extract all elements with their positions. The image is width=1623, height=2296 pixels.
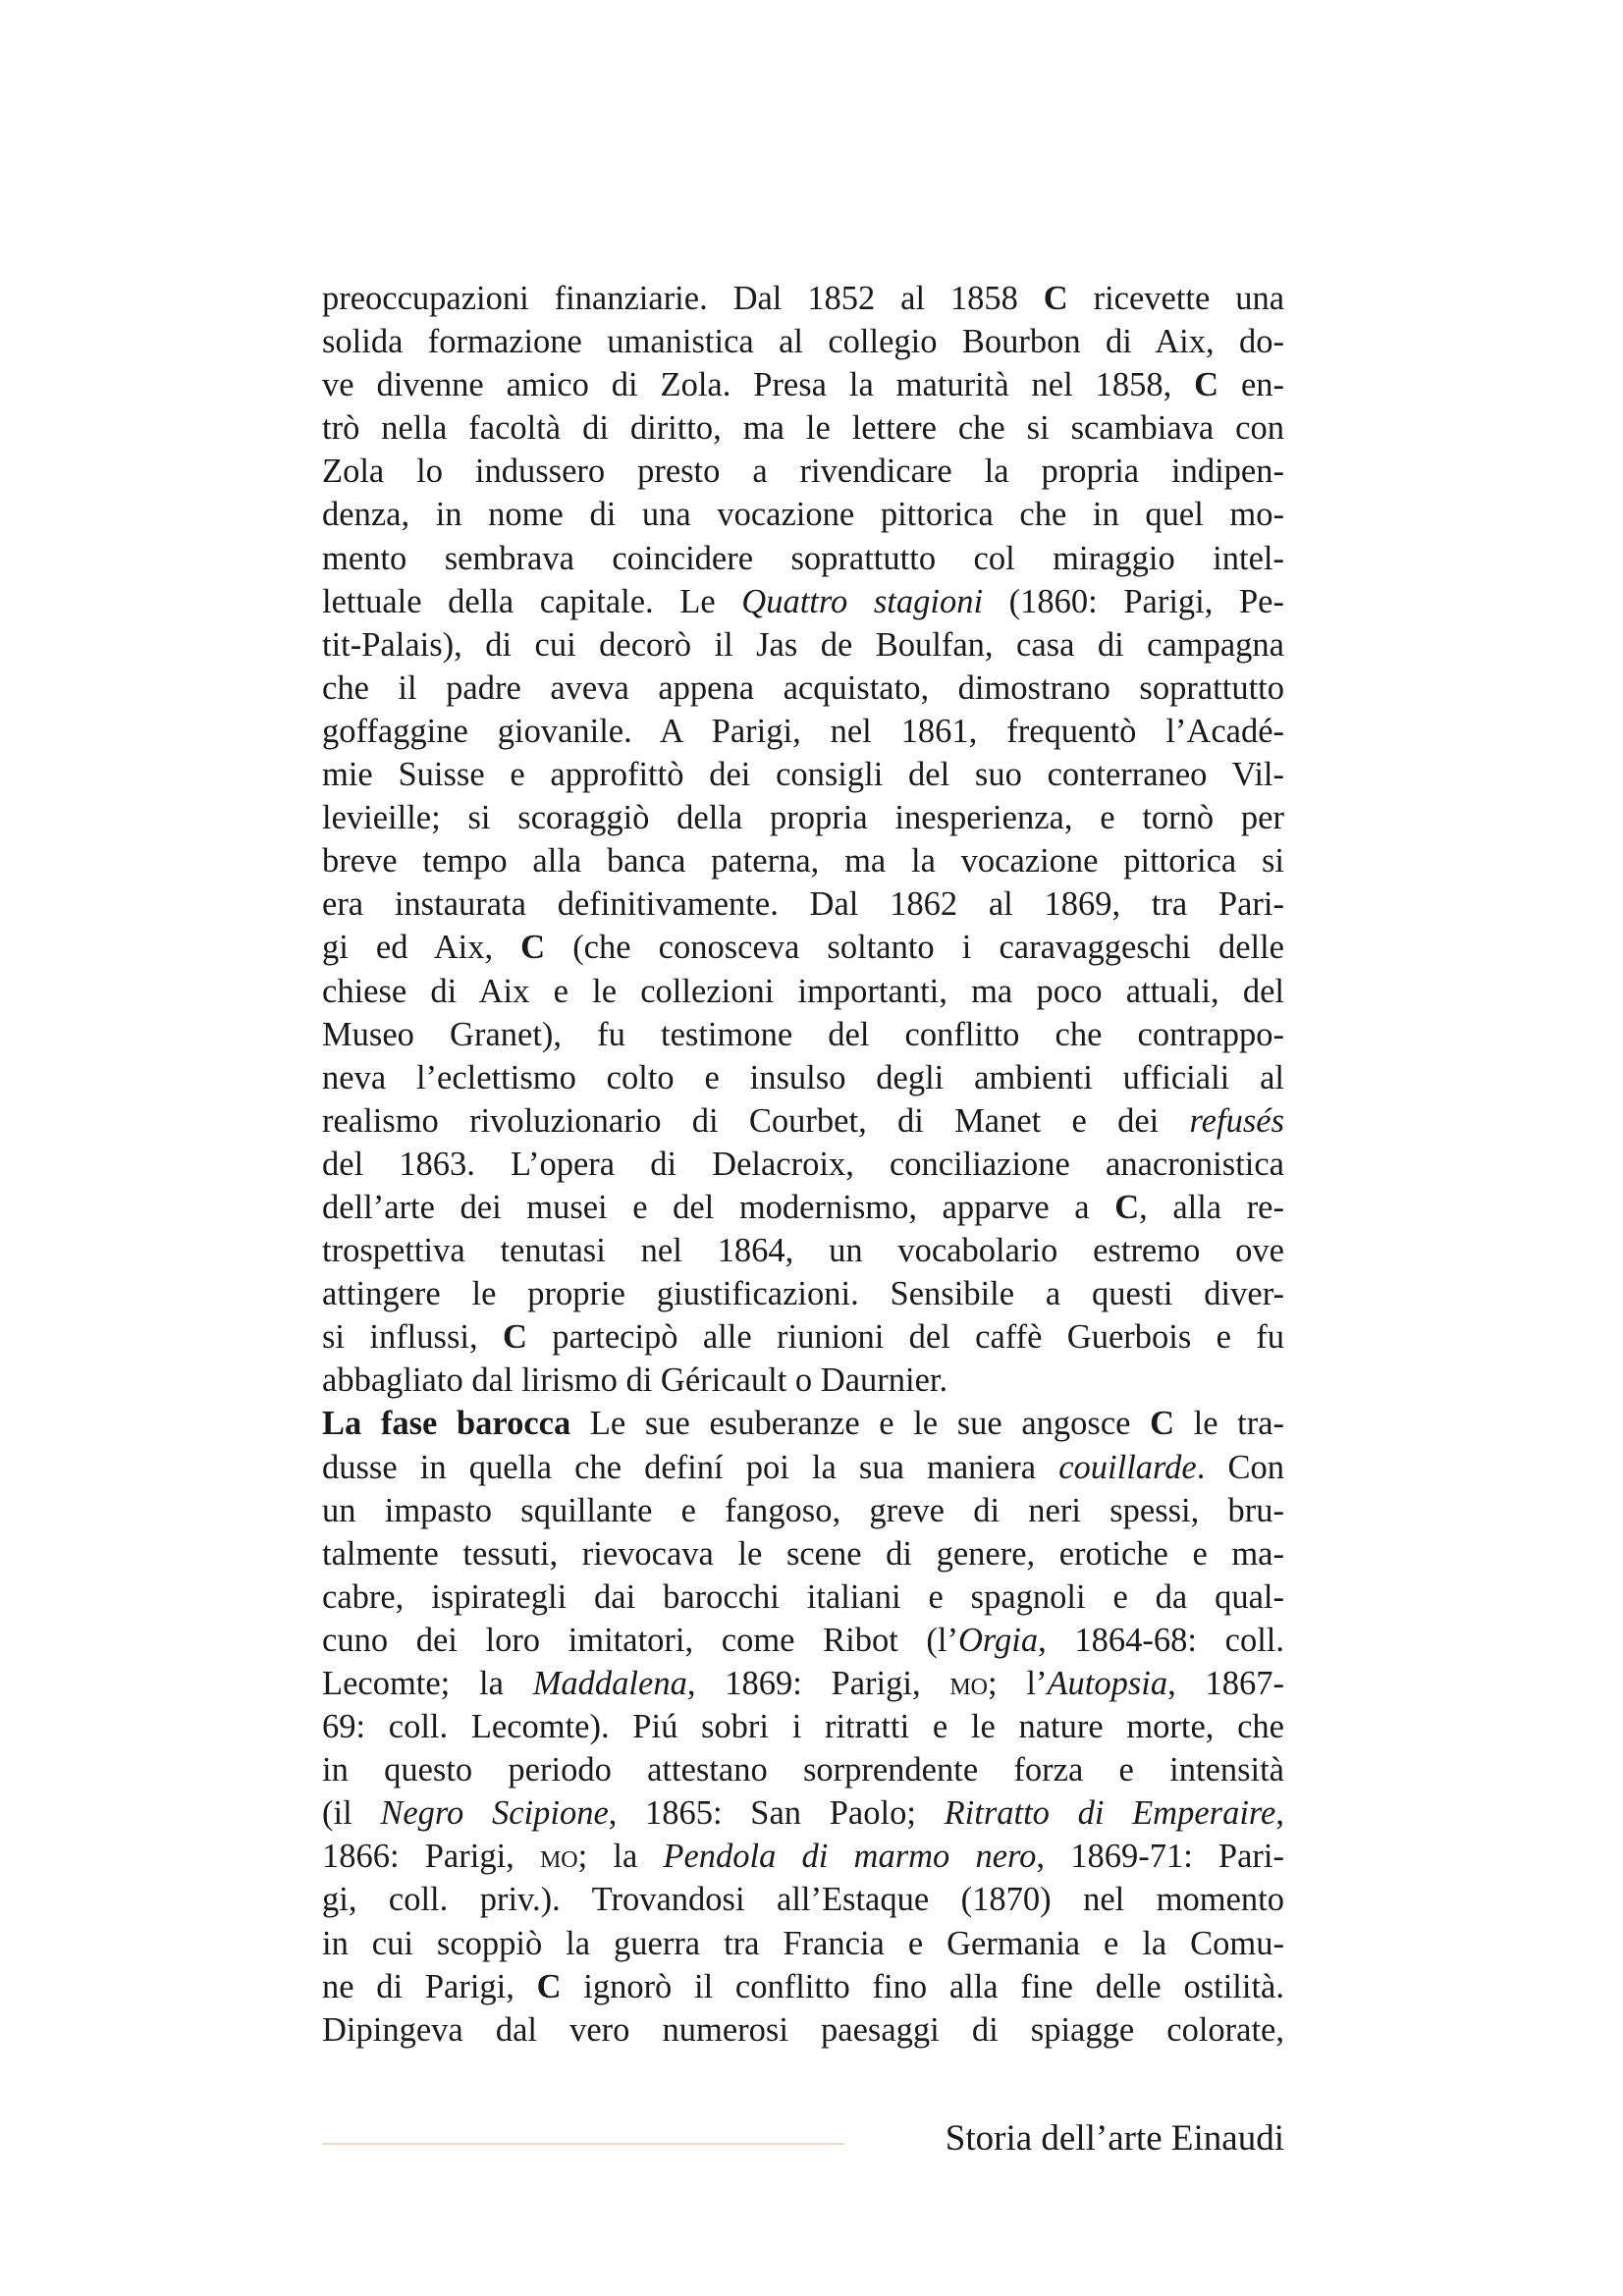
text-line bbox=[322, 1705, 1284, 1748]
bold-run: La fase barocca bbox=[322, 1405, 571, 1443]
text-line bbox=[322, 493, 1284, 536]
text-run: si influssi, bbox=[322, 1318, 503, 1357]
text-run: denza, in nome di una vocazione pittorica che in quel mo- bbox=[322, 496, 1284, 534]
text-line bbox=[322, 796, 1284, 839]
text-run: cuno dei loro imitatori, come Ribot (l’ bbox=[322, 1621, 958, 1659]
text-run: , 1865: San Paolo; bbox=[608, 1794, 945, 1833]
text-line bbox=[322, 1013, 1284, 1056]
text-run: ; l’ bbox=[988, 1665, 1048, 1702]
text-line bbox=[322, 1099, 1284, 1143]
text-line bbox=[322, 1922, 1284, 1965]
text-run: ricevette una bbox=[1067, 280, 1285, 317]
footer-title: Storia dell’arte Einaudi bbox=[945, 2118, 1284, 2159]
text-line bbox=[322, 970, 1284, 1013]
italic-run: refusés bbox=[1189, 1101, 1284, 1140]
text-run: preoccupazioni finanziarie. Dal 1852 al 1858 bbox=[322, 280, 1044, 317]
text-line bbox=[322, 537, 1284, 580]
text-line bbox=[322, 926, 1284, 969]
text-run: ve divenne amico di Zola. Presa la maturità nel 1858, bbox=[322, 366, 1195, 404]
text-line bbox=[322, 667, 1284, 710]
text-run: Museo Granet), fu testimone del conflitto che contrappo- bbox=[322, 1015, 1284, 1053]
text-line bbox=[322, 2008, 1284, 2052]
bold-run: C bbox=[502, 1318, 527, 1357]
text-run: , 1867- bbox=[1167, 1665, 1284, 1702]
text-run: goffaggine giovanile. A Parigi, nel 1861, frequentò l’Acadé- bbox=[322, 712, 1284, 750]
text-run: le tra- bbox=[1174, 1405, 1285, 1443]
text-line bbox=[322, 1359, 1284, 1402]
text-line bbox=[322, 1143, 1284, 1186]
bold-run: C bbox=[1150, 1405, 1174, 1443]
text-line bbox=[322, 882, 1284, 926]
text-run: ignorò il conflitto fino alla fine delle ostilità. bbox=[561, 1967, 1284, 2005]
text-run: realismo rivoluzionario di Courbet, di Manet e dei bbox=[322, 1101, 1190, 1140]
text-run: trospettiva tenutasi nel 1864, un vocabolario estremo ove bbox=[322, 1232, 1284, 1270]
text-run: che il padre aveva appena acquistato, dimostrano soprattutto bbox=[322, 668, 1284, 707]
text-run: , alla re- bbox=[1139, 1188, 1284, 1226]
text-run: cabre, ispirategli dai barocchi italiani e spagnoli e da qual- bbox=[322, 1577, 1284, 1616]
text-run: gi ed Aix, bbox=[322, 929, 521, 967]
text-run: in questo periodo attestano sorprendente forza e intensità bbox=[322, 1751, 1284, 1789]
text-line bbox=[322, 406, 1284, 450]
bold-run: C bbox=[1114, 1188, 1140, 1226]
text-run: un impasto squillante e fangoso, greve di neri spessi, bru- bbox=[322, 1491, 1284, 1529]
text-line bbox=[322, 839, 1284, 882]
text-run: trò nella facoltà di diritto, ma le lettere che si scambiava con bbox=[322, 409, 1284, 448]
text-line bbox=[322, 753, 1284, 796]
text-run: , 1864-68: coll. bbox=[1038, 1621, 1284, 1659]
text-run: breve tempo alla banca paterna, ma la vocazione pittorica si bbox=[322, 842, 1284, 881]
text-run: mento sembrava coincidere soprattutto col miraggio intel- bbox=[322, 539, 1284, 577]
text-run: Zola lo indussero presto a rivendicare la propria indipen- bbox=[322, 453, 1284, 491]
text-line bbox=[322, 1532, 1284, 1575]
text-run: mie Suisse e approfittò dei consigli del suo conterraneo Vil- bbox=[322, 756, 1284, 794]
text-run: , bbox=[1275, 1794, 1284, 1833]
text-run: 69: coll. Lecomte). Piú sobri i ritratti e le nature morte, che bbox=[322, 1708, 1284, 1746]
text-line bbox=[322, 1835, 1284, 1878]
text-run: 1866: Parigi, bbox=[322, 1838, 540, 1876]
text-run: Lecomte; la bbox=[322, 1665, 533, 1702]
text-line bbox=[322, 320, 1284, 363]
text-line bbox=[322, 1878, 1284, 1921]
text-line bbox=[322, 1186, 1284, 1229]
text-line bbox=[322, 580, 1284, 623]
text-run: tit-Palais), di cui decorò il Jas de Boulfan, casa di campagna bbox=[322, 625, 1284, 664]
text-run: abbagliato dal lirismo di Géricault o Daurnier. bbox=[322, 1362, 948, 1400]
text-line bbox=[322, 1315, 1284, 1359]
text-line bbox=[322, 1056, 1284, 1099]
text-run: chiese di Aix e le collezioni importanti, ma poco attuali, del bbox=[322, 972, 1284, 1010]
text-run: in cui scoppiò la guerra tra Francia e Germania e la Comu- bbox=[322, 1924, 1284, 1962]
italic-run: Pendola di marmo nero bbox=[663, 1838, 1037, 1876]
text-run: Le sue esuberanze e le sue angosce bbox=[570, 1405, 1151, 1443]
text-run: , 1869: Parigi, bbox=[686, 1665, 950, 1702]
text-run: gi, coll. priv.). Trovandosi all’Estaque (1870) nel momento bbox=[322, 1881, 1284, 1919]
italic-run: Negro Scipione bbox=[380, 1794, 609, 1833]
italic-run: Ritratto di Emperaire bbox=[944, 1794, 1276, 1833]
text-run: Dipingeva dal vero numerosi paesaggi di spiagge colorate, bbox=[322, 2010, 1284, 2049]
smallcaps-run: mo bbox=[949, 1665, 989, 1702]
footer-rule bbox=[322, 2143, 844, 2145]
text-line bbox=[322, 1748, 1284, 1791]
text-line bbox=[322, 1575, 1284, 1619]
text-run: levieille; si scoraggiò della propria inesperienza, e tornò per bbox=[322, 799, 1284, 837]
text-line bbox=[322, 710, 1284, 753]
text-line bbox=[322, 1446, 1284, 1489]
body-text bbox=[322, 277, 1284, 2052]
text-run: del 1863. L’opera di Delacroix, conciliazione anacronistica bbox=[322, 1145, 1284, 1183]
bold-run: C bbox=[536, 1967, 562, 2005]
text-run: dusse in quella che definí poi la sua maniera bbox=[322, 1448, 1059, 1486]
text-run: era instaurata definitivamente. Dal 1862 al 1869, tra Pari- bbox=[322, 885, 1284, 924]
text-run: (il bbox=[322, 1794, 381, 1833]
italic-run: couillarde bbox=[1058, 1448, 1197, 1486]
text-line bbox=[322, 363, 1284, 406]
text-line bbox=[322, 1619, 1284, 1662]
text-run: lettuale della capitale. Le bbox=[322, 582, 742, 620]
text-run: dell’arte dei musei e del modernismo, apparve a bbox=[322, 1188, 1115, 1226]
text-run: ; la bbox=[577, 1838, 664, 1876]
text-line bbox=[322, 1229, 1284, 1272]
bold-run: C bbox=[1194, 366, 1219, 404]
text-run: partecipò alle riunioni del caffè Guerbois e fu bbox=[526, 1318, 1285, 1357]
text-run: neva l’eclettismo colto e insulso degli ambienti ufficiali al bbox=[322, 1058, 1284, 1096]
text-line bbox=[322, 277, 1284, 320]
text-run: attingere le proprie giustificazioni. Sensibile a questi diver- bbox=[322, 1275, 1284, 1313]
text-run: . Con bbox=[1196, 1448, 1284, 1486]
text-line bbox=[322, 623, 1284, 667]
italic-run: Quattro stagioni bbox=[741, 582, 984, 620]
text-line bbox=[322, 1791, 1284, 1835]
text-run: solida formazione umanistica al collegio Bourbon di Aix, do- bbox=[322, 323, 1284, 361]
text-line bbox=[322, 1272, 1284, 1315]
italic-run: Autopsia bbox=[1047, 1665, 1168, 1702]
italic-run: Maddalena bbox=[532, 1665, 687, 1702]
text-run: (1860: Parigi, Pe- bbox=[983, 582, 1284, 620]
italic-run: Orgia bbox=[958, 1621, 1039, 1659]
text-run: en- bbox=[1218, 366, 1284, 404]
text-run: talmente tessuti, rievocava le scene di genere, erotiche e ma- bbox=[322, 1534, 1284, 1573]
text-line bbox=[322, 1662, 1284, 1705]
text-line bbox=[322, 1965, 1284, 2008]
text-run: , 1869-71: Pari- bbox=[1036, 1838, 1284, 1876]
text-line bbox=[322, 1489, 1284, 1532]
bold-run: C bbox=[520, 929, 546, 967]
smallcaps-run: mo bbox=[539, 1838, 578, 1876]
text-line bbox=[322, 1402, 1284, 1445]
text-run: (che conosceva soltanto i caravaggeschi delle bbox=[545, 929, 1284, 967]
text-line bbox=[322, 450, 1284, 493]
text-run: ne di Parigi, bbox=[322, 1967, 537, 2005]
bold-run: C bbox=[1043, 280, 1068, 317]
